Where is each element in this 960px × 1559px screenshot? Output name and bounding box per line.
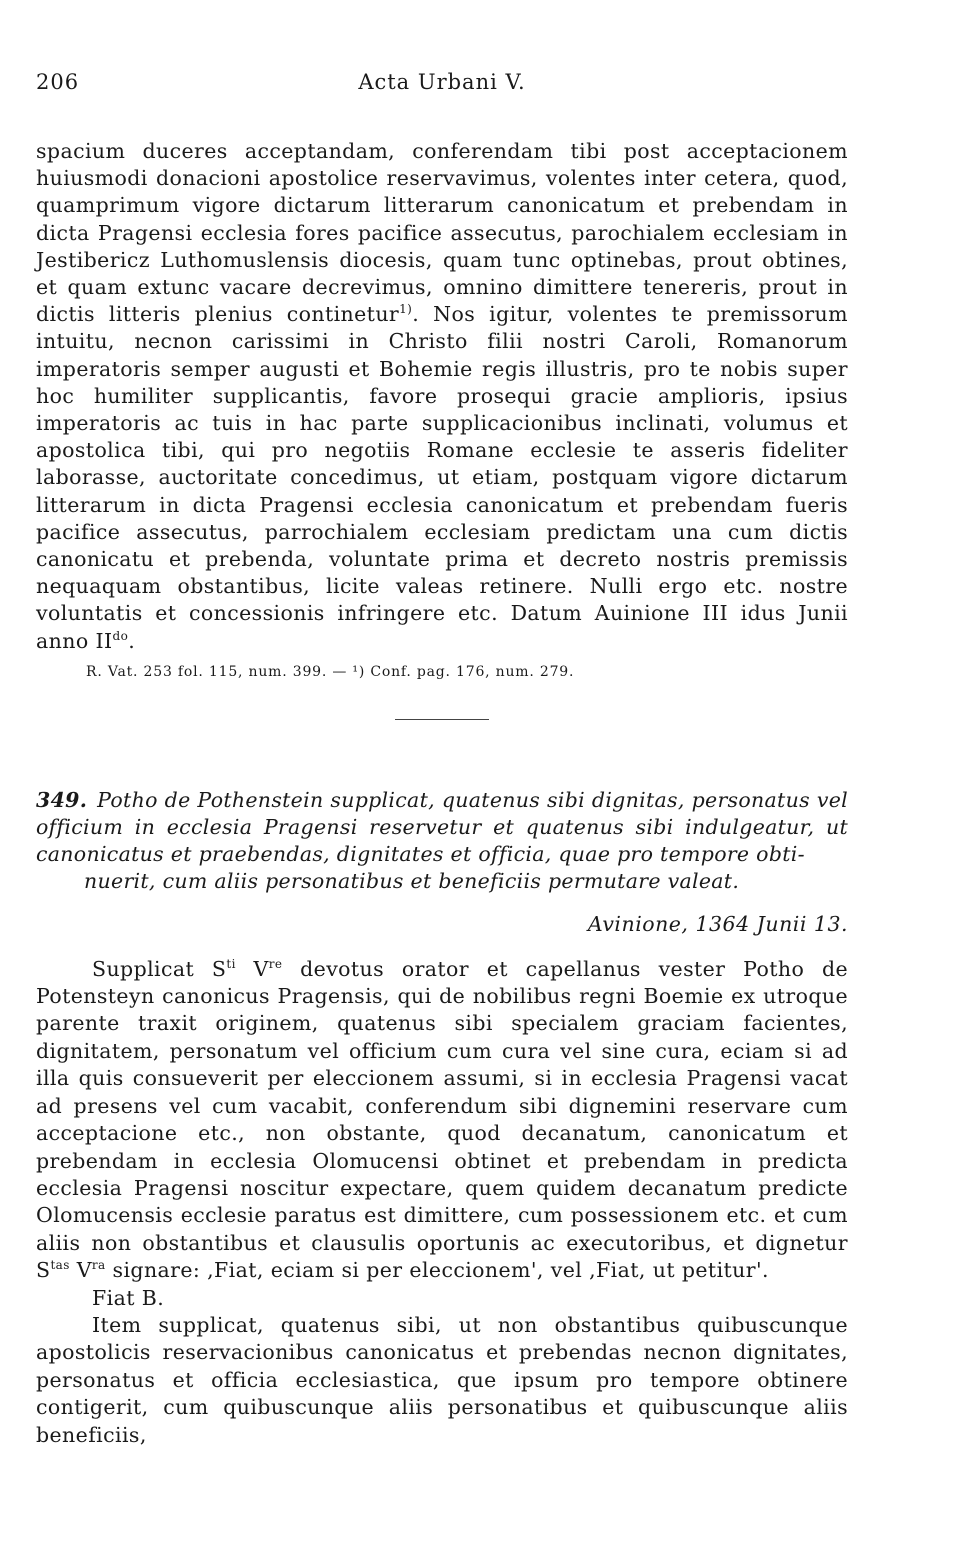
superscript-abbreviation: re <box>268 956 283 971</box>
page-number: 206 <box>36 70 80 94</box>
text-segment: V <box>69 1258 92 1283</box>
footnote-marker: 1) <box>399 302 413 317</box>
regest-text: Potho de Pothenstein supplicat, quatenus sibi dignitas, personatus vel officium in ecclesia Pragensi reservetur et quatenus sibi indulgeatur, ut canonicatus et praebendas, dignitates et officia, quae pro tempore obti- <box>36 787 848 867</box>
petition-paragraph: Item supplicat, quatenus sibi, ut non obstantibus quibuscunque apostolicis reservacionibus canonicatus et prebendas necnon dignitates, personatus et officia ecclesiastica, que ipsum pro tempore obtinere contigerit, cum quibuscunque aliis personatibus et quibuscunque aliis beneficiis, <box>36 1312 848 1447</box>
text-segment: devotus orator et capellanus vester Potho de Potensteyn canonicus Pragensis, qui de nobilibus regni Boemie ex utroque parente traxit originem, quatenus sibi specialem graciam facientes, dignitatem, personatum vel officium cum cura vel sine cura, eciam si ad illa quis consueverit per eleccionem assumi, si in ecclesia Pragensi vacat ad presens vel cum vacabit, conferendum sibi dignemini reservare cum acceptacione etc., non obstante, quod decanatum, canonicatum et prebendam in ecclesia Olomucensi obtinet et prebendam in predicta ecclesia Pragensi noscitur expectare, quem quidem decanatum predicte Olomucensis ecclesie paratus est dimittere, cum possessionem etc. et cum aliis non obstantibus et clausulis oportunis ac executoribus, et dignetur S <box>36 956 848 1283</box>
place-date: Avinione, 1364 Junii 13. <box>587 911 848 936</box>
superscript-abbreviation: ra <box>91 1258 106 1273</box>
superscript-abbreviation: do <box>112 628 129 643</box>
regest-first-block <box>36 787 848 869</box>
document-number: 349. <box>36 787 88 812</box>
fiat-line: Fiat B. <box>92 1285 165 1310</box>
regest-last-line: nuerit, cum aliis personatibus et beneficiis permutare valeat. <box>84 869 740 894</box>
text-segment: V <box>235 956 269 981</box>
text-segment: signare: ,Fiat, eciam si per eleccionem', vel ,Fiat, ut petitur'. <box>105 1258 769 1283</box>
running-title: Acta Urbani V. <box>358 70 526 94</box>
archival-footnote: R. Vat. 253 fol. 115, num. 399. — ¹) Conf. pag. 176, num. 279. <box>86 663 575 680</box>
previous-document-paragraph <box>36 138 848 655</box>
text-segment: . <box>128 628 136 653</box>
section-divider <box>395 719 489 720</box>
petition-paragraph <box>36 956 848 1285</box>
superscript-abbreviation: tas <box>50 1258 70 1273</box>
text-segment: . Nos igitur, volentes te premissorum intuitu, necnon carissimi in Christo filii nostri Caroli, Romanorum imperatoris semper augusti et Bohemie regis illustris, pro te nobis super hoc humiliter supplicantis, favore prosequi gracie amplioris, ipsius imperatoris ac tuis in hac parte supplicacionibus inclinati, volumus et apostolica tibi, qui pro negotiis Romane ecclesie te asseris fideliter laborasse, auctoritate concedimus, ut etiam, postquam vigore dictarum litterarum in dicta Pragensi ecclesia canonicatum et prebendam fueris pacifice assecutus, parrochialem ecclesiam predictam una cum dictis canonicatu et prebenda, voluntate prima et decreto nostris premissis nequaquam obstantibus, licite valeas retinere. Nulli ergo etc. nostre voluntatis et concessionis infringere etc. Datum Auinione III idus Junii anno II <box>36 302 848 653</box>
text-segment: Supplicat S <box>92 956 227 981</box>
text-segment: spacium duceres acceptandam, conferendam tibi post acceptacionem huiusmodi donacioni apostolice reservavimus, volentes inter cetera, quod, quamprimum vigore dictarum litterarum canonicatum et prebendam in dicta Pragensi ecclesia fores pacifice assecutus, parochialem ecclesiam in Jestibericz Luthomuslensis diocesis, quam tunc optinebas, prout obtines, et quam extunc vacare decrevimus, omnino dimittere tenereris, prout in dictis litteris plenius continetur <box>36 139 848 327</box>
petition-text <box>36 956 848 1449</box>
page <box>36 70 848 1449</box>
superscript-abbreviation: ti <box>226 956 236 971</box>
page-header <box>36 70 848 104</box>
document-regest <box>36 787 848 896</box>
previous-document-text <box>36 138 848 655</box>
